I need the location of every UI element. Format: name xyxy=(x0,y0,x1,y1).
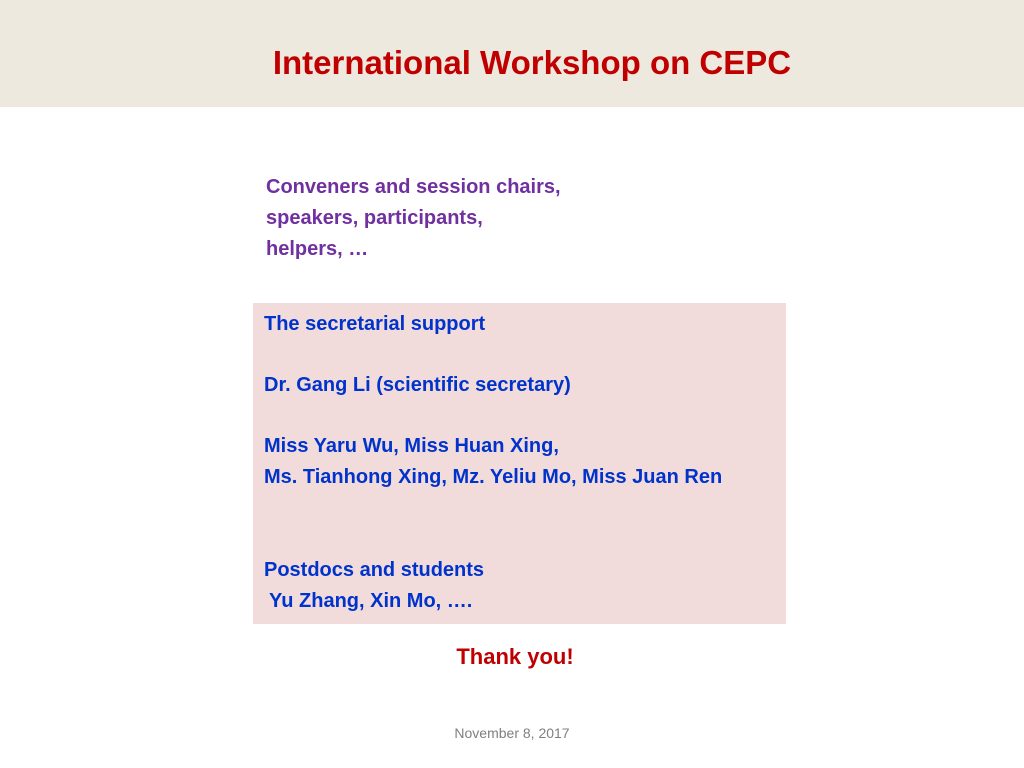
support-heading: The secretarial support xyxy=(264,313,486,335)
acknowledgement-line: speakers, participants, xyxy=(266,207,483,229)
postdocs-heading: Postdocs and students xyxy=(264,559,485,581)
footer-date: November 8, 2017 xyxy=(454,725,570,741)
acknowledgement-list xyxy=(266,172,561,265)
secretarial-support-box xyxy=(253,303,786,624)
acknowledgement-line: Conveners and session chairs, xyxy=(266,176,561,198)
slide-title: International Workshop on CEPC xyxy=(272,44,792,81)
postdocs-names: Yu Zhang, Xin Mo, …. xyxy=(269,590,473,612)
staff-names-line: Ms. Tianhong Xing, Mz. Yeliu Mo, Miss Juan Ren xyxy=(264,466,723,488)
thank-you-text: Thank you! xyxy=(456,644,574,669)
staff-names-line: Miss Yaru Wu, Miss Huan Xing, xyxy=(264,435,559,457)
acknowledgement-line: helpers, … xyxy=(266,238,369,260)
scientific-secretary: Dr. Gang Li (scientific secretary) xyxy=(264,374,571,396)
